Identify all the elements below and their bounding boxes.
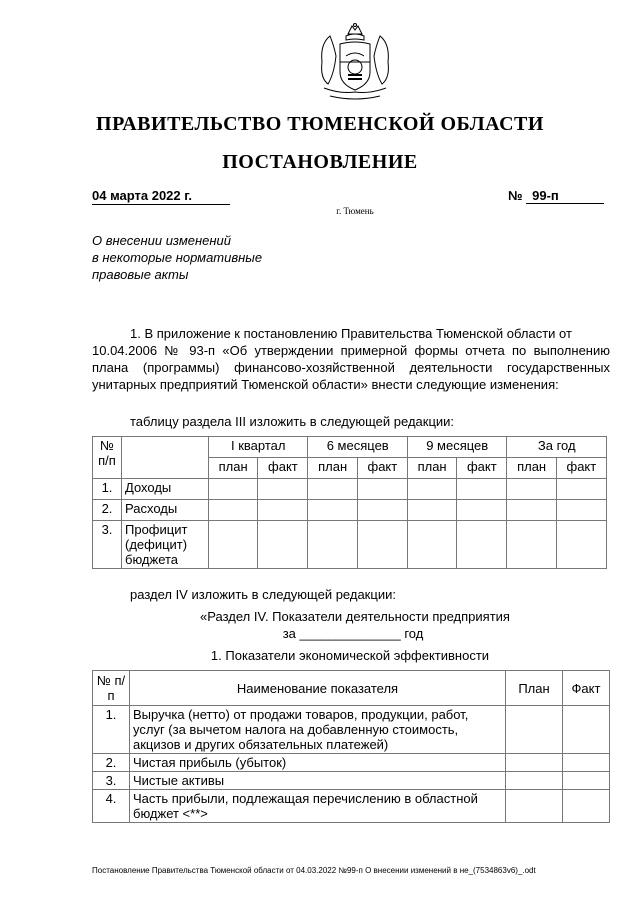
period-header: 9 месяцев [407, 437, 506, 458]
row-number: 2. [93, 500, 122, 521]
coat-of-arms-icon [310, 22, 400, 104]
row-label: Часть прибыли, подлежащая перечислению в областной бюджет <**> [130, 790, 506, 823]
table-row [93, 479, 607, 500]
plan-header: план [407, 458, 456, 479]
number-value: 99-п [526, 188, 604, 204]
row-number: 3. [93, 521, 122, 569]
row-label: Чистые активы [130, 772, 506, 790]
label-header [122, 437, 209, 479]
document-footer: Постановление Правительства Тюменской области от 04.03.2022 №99-п О внесении изменений в не_(7534863v6)_.odt [92, 866, 536, 875]
row-number: 1. [93, 706, 130, 754]
period-header: I квартал [209, 437, 308, 458]
row-number: 2. [93, 754, 130, 772]
document-number [508, 188, 604, 204]
section4-subtitle: 1. Показатели экономической эффективности [210, 648, 490, 663]
period-header: 6 месяцев [308, 437, 407, 458]
document-subject [92, 232, 262, 283]
paragraph-1-rest: 10.04.2006 № 93-п «Об утверждении примерной формы отчета по выполнению плана (программы) финансово-хозяйственной деятельности государственных унитарных предприятий Тюменской области» внести следующие изменения: [92, 343, 610, 392]
section4-intro: раздел IV изложить в следующей редакции: [130, 587, 396, 602]
num-header: № п/п [93, 671, 130, 706]
table-row [93, 754, 610, 772]
row-number: 3. [93, 772, 130, 790]
city: г. Тюмень [336, 206, 374, 216]
row-label: Расходы [122, 500, 209, 521]
num-header: № п/п [93, 437, 122, 479]
table-row [93, 772, 610, 790]
plan-header: план [507, 458, 556, 479]
fact-header: факт [357, 458, 407, 479]
row-number: 1. [93, 479, 122, 500]
number-label: № [508, 188, 523, 203]
table-row [93, 500, 607, 521]
row-label: Доходы [122, 479, 209, 500]
plan-header: План [506, 671, 563, 706]
row-label: Чистая прибыль (убыток) [130, 754, 506, 772]
table3-intro: таблицу раздела III изложить в следующей редакции: [130, 414, 455, 429]
table-row [93, 706, 610, 754]
fact-header: Факт [563, 671, 610, 706]
government-title: ПРАВИТЕЛЬСТВО ТЮМЕНСКОЙ ОБЛАСТИ [96, 113, 544, 135]
document-date: 04 марта 2022 г. [92, 188, 230, 205]
plan-header: план [209, 458, 258, 479]
section3-table [92, 436, 607, 569]
table-row [93, 521, 607, 569]
section4-title: «Раздел IV. Показатели деятельности предприятия [200, 609, 510, 624]
name-header: Наименование показателя [130, 671, 506, 706]
paragraph-1 [92, 325, 610, 393]
fact-header: факт [556, 458, 606, 479]
subject-line: О внесении изменений [92, 233, 231, 248]
plan-header: план [308, 458, 357, 479]
subject-line: правовые акты [92, 267, 189, 282]
table-row [93, 790, 610, 823]
row-number: 4. [93, 790, 130, 823]
section4-period: за ______________ год [282, 626, 424, 641]
row-label: Выручка (нетто) от продажи товаров, продукции, работ, услуг (за вычетом налога на добавленную стоимость, акцизов и других обязательных платежей) [130, 706, 506, 754]
document-type: ПОСТАНОВЛЕНИЕ [222, 151, 418, 173]
fact-header: факт [258, 458, 308, 479]
subject-line: в некоторые нормативные [92, 250, 263, 265]
fact-header: факт [457, 458, 507, 479]
period-header: За год [507, 437, 607, 458]
paragraph-1-first-line: 1. В приложение к постановлению Правительства Тюменской области от [130, 326, 572, 341]
efficiency-table [92, 670, 610, 823]
row-label: Профицит (дефицит) бюджета [122, 521, 209, 569]
